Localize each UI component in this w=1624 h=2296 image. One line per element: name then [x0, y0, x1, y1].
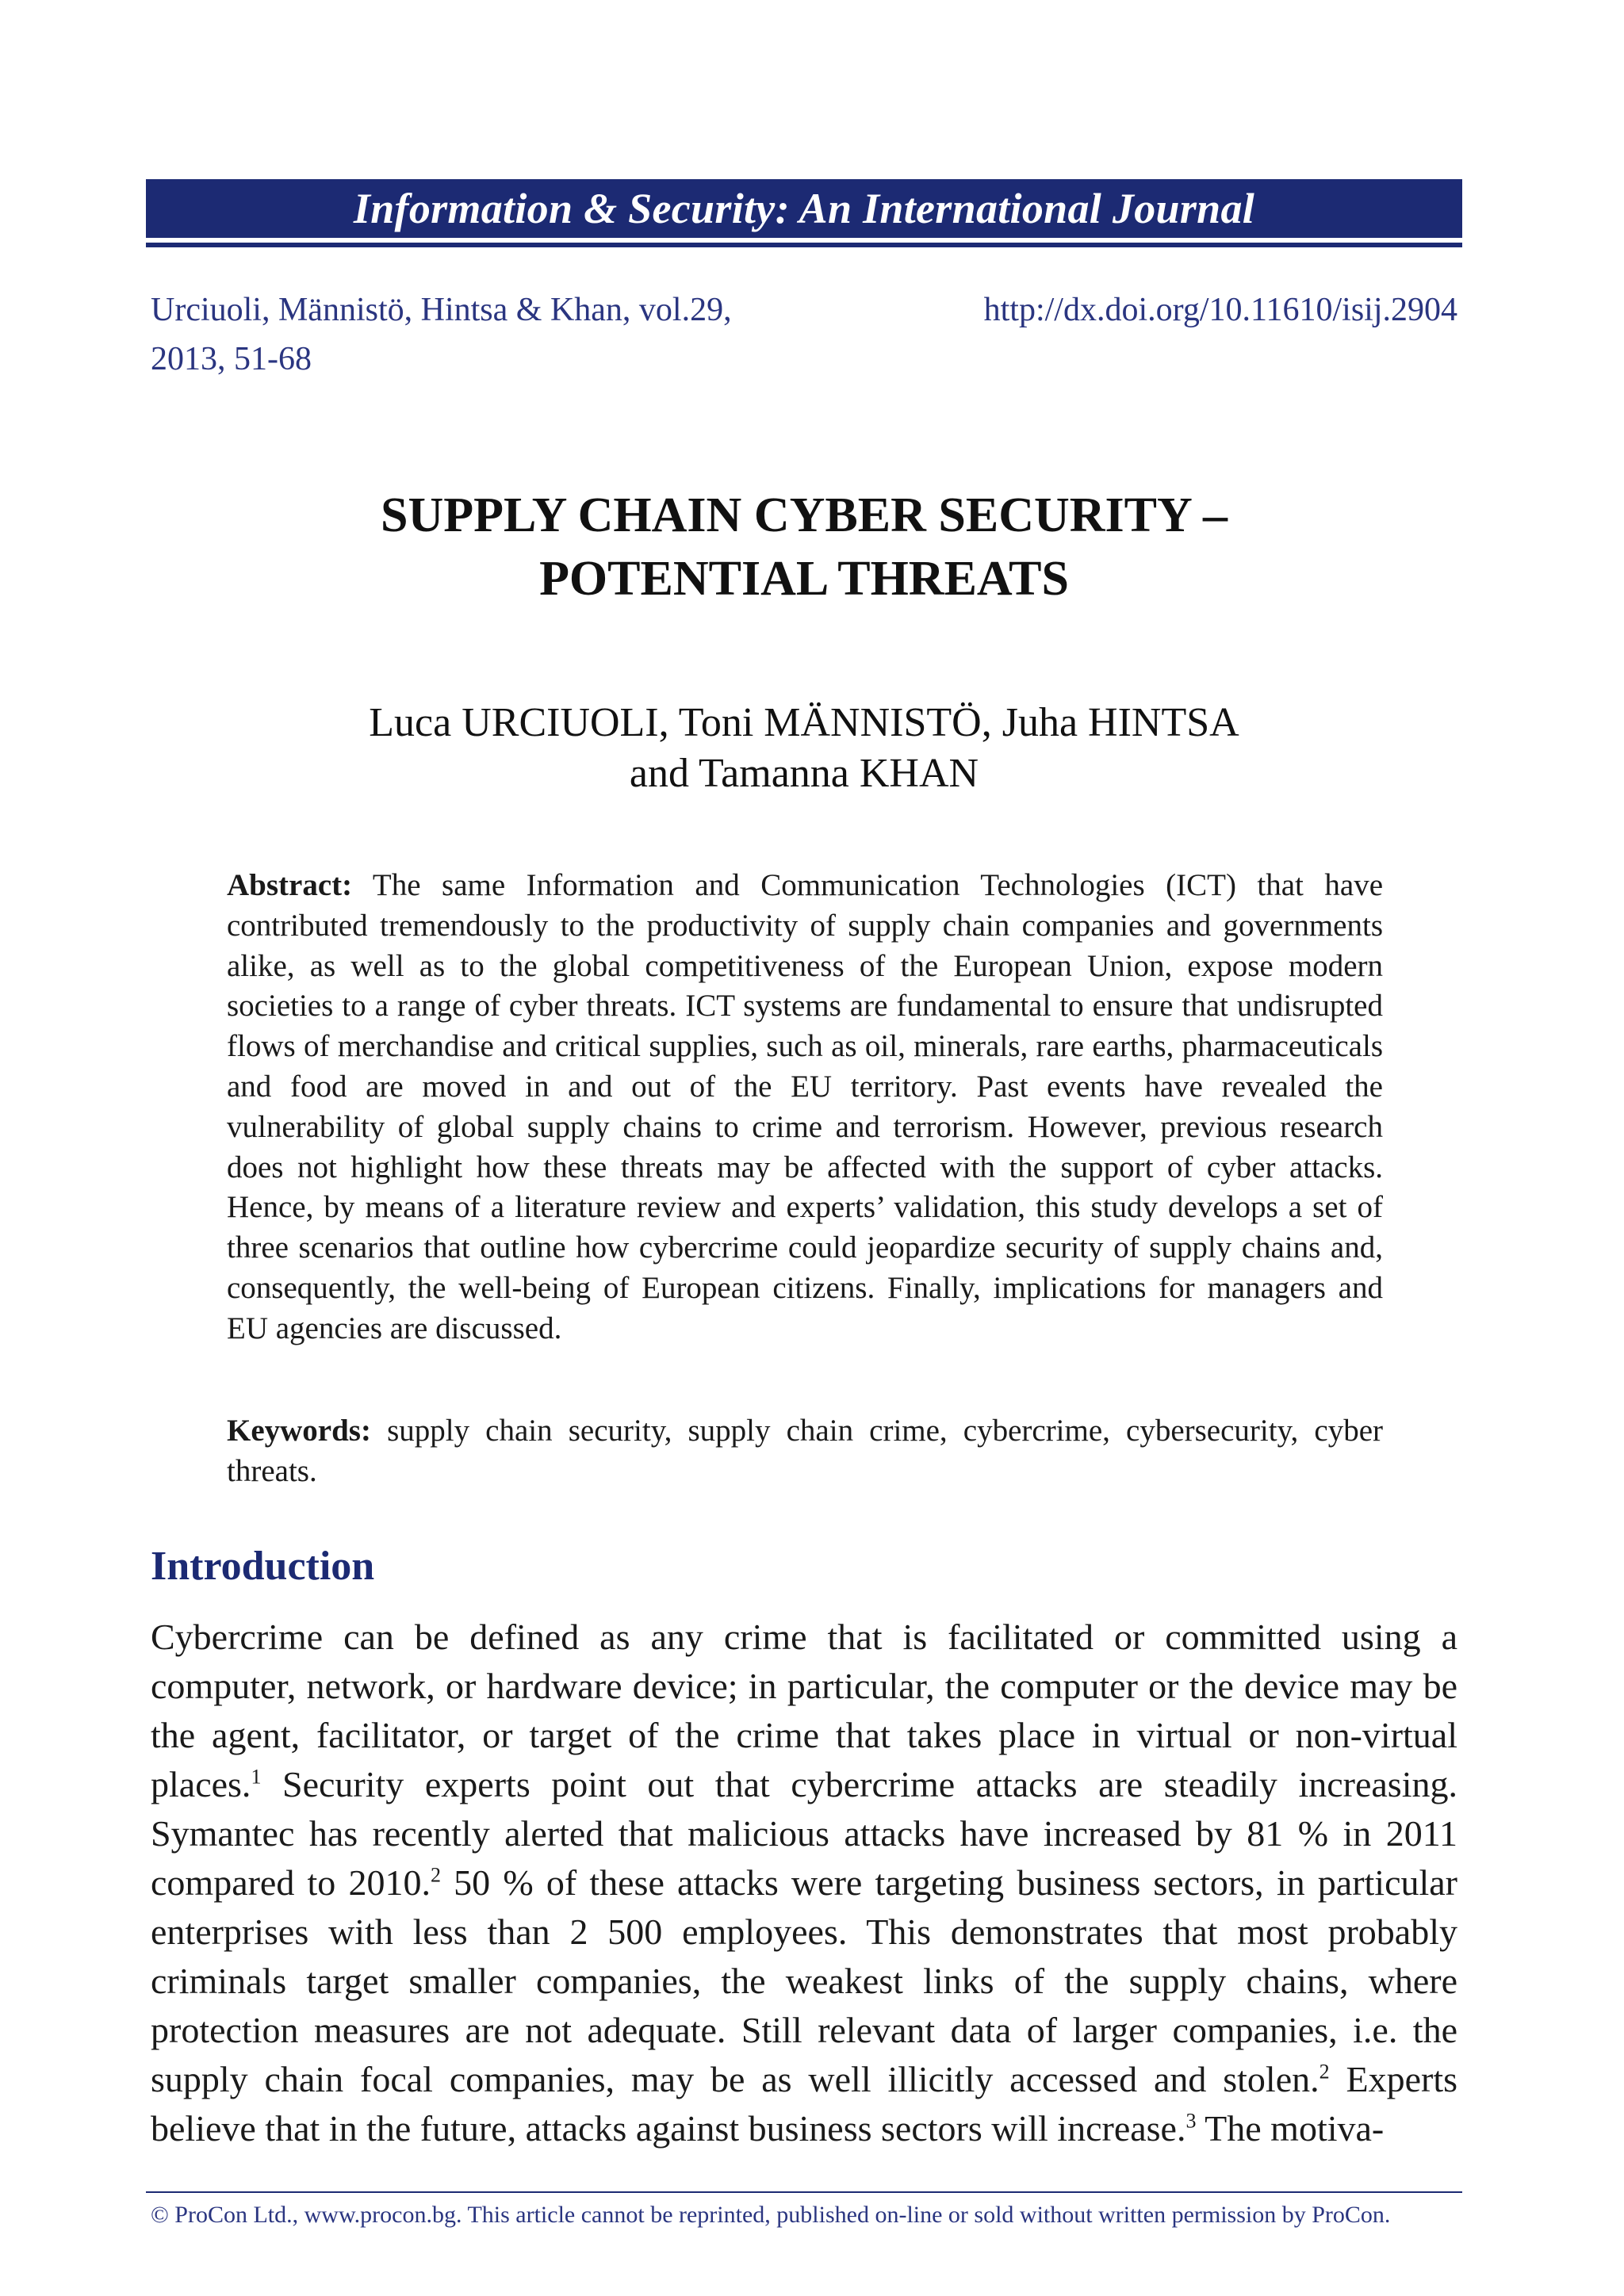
authors-line-1: Luca URCIUOLI, Toni MÄNNISTÖ, Juha HINTSA	[369, 700, 1239, 745]
section-heading-introduction: Introduction	[151, 1544, 375, 1589]
citation-year-pages: 2013, 51-68	[151, 341, 312, 377]
abstract-text: The same Information and Communication Technologies (ICT) that have contributed tremendously to the productivity of supply chain companies and governments alike, as well as to the global competitiveness of the European Union, expose modern societies to a range of cyber threats. ICT systems are fundamental to ensure that undisrupted flows of merchandise and critical supplies, such as oil, minerals, rare earths, pharmaceuticals and food are moved in and out of the EU territory. Past events have revealed the vulnerability of global supply chains to crime and terrorism. However, previous research does not highlight how these threats may be affected with the support of cyber attacks. Hence, by means of a literature review and experts’ validation, this study develops a set of three scenarios that outline how cybercrime could jeopardize security of supply chains and, consequently, the well-being of European citizens. Finally, implications for managers and EU agencies are discussed.	[227, 868, 1383, 1345]
abstract-label: Abstract:	[227, 868, 353, 902]
footnote-ref[interactable]: 2	[431, 1863, 441, 1887]
intro-text-5: The motiva-	[1196, 2108, 1385, 2149]
keywords-text: supply chain security, supply chain crime, cybercrime, cybersecurity, cyber threats.	[227, 1414, 1383, 1488]
intro-text-1: Cybercrime can be defined as any crime that is facilitated or committed using a computer, network, or hardware device; in particular, the computer or the device may be the agent, facilitator, or target of the crime that takes place in virtual or non-virtual places.	[151, 1617, 1457, 1804]
title-line-1: SUPPLY CHAIN CYBER SECURITY –	[381, 488, 1228, 542]
footnote-ref[interactable]: 3	[1185, 2109, 1197, 2133]
intro-text-4: Experts believe that in the future, attacks against business sectors will increase.	[151, 2059, 1458, 2149]
intro-text-3: 50 % of these attacks were targeting business sectors, in particular enterprises with less than 2 500 employees. This demonstrates that most probably criminals target smaller companies, the weakest links of the supply chains, where protection measures are not adequate. Still relevant data of larger companies, i.e. the supply chain focal companies, may be as well illicitly accessed and stolen.	[151, 1862, 1458, 2099]
keywords	[227, 1411, 1383, 1492]
citation	[151, 285, 864, 384]
authors-line-2: and Tamanna KHAN	[629, 751, 979, 796]
citation-authors-volume: Urciuoli, Männistö, Hintsa & Khan, vol.29,	[151, 292, 732, 328]
banner-underline	[146, 243, 1462, 247]
abstract	[227, 866, 1383, 1349]
footnote-ref[interactable]: 1	[251, 1765, 262, 1789]
article-authors	[146, 698, 1462, 799]
journal-name: Information & Security: An International Journal	[353, 185, 1255, 232]
journal-banner	[146, 179, 1462, 238]
footer-rule	[146, 2191, 1462, 2193]
article-title	[146, 484, 1462, 610]
title-line-2: POTENTIAL THREATS	[539, 552, 1069, 606]
doi-link[interactable]: http://dx.doi.org/10.11610/isij.2904	[983, 292, 1457, 328]
keywords-label: Keywords:	[227, 1414, 371, 1448]
introduction-paragraph	[151, 1613, 1457, 2153]
footnote-ref[interactable]: 2	[1319, 2060, 1330, 2084]
copyright-footer: © ProCon Ltd., www.procon.bg. This article cannot be reprinted, published on-line or sold without written permission by ProCon.	[151, 2202, 1391, 2228]
intro-text-2: Security experts point out that cybercrime attacks are steadily increasing. Symantec has recently alerted that malicious attacks have increased by 81 % in 2011 compared to 2010.	[151, 1764, 1457, 1903]
